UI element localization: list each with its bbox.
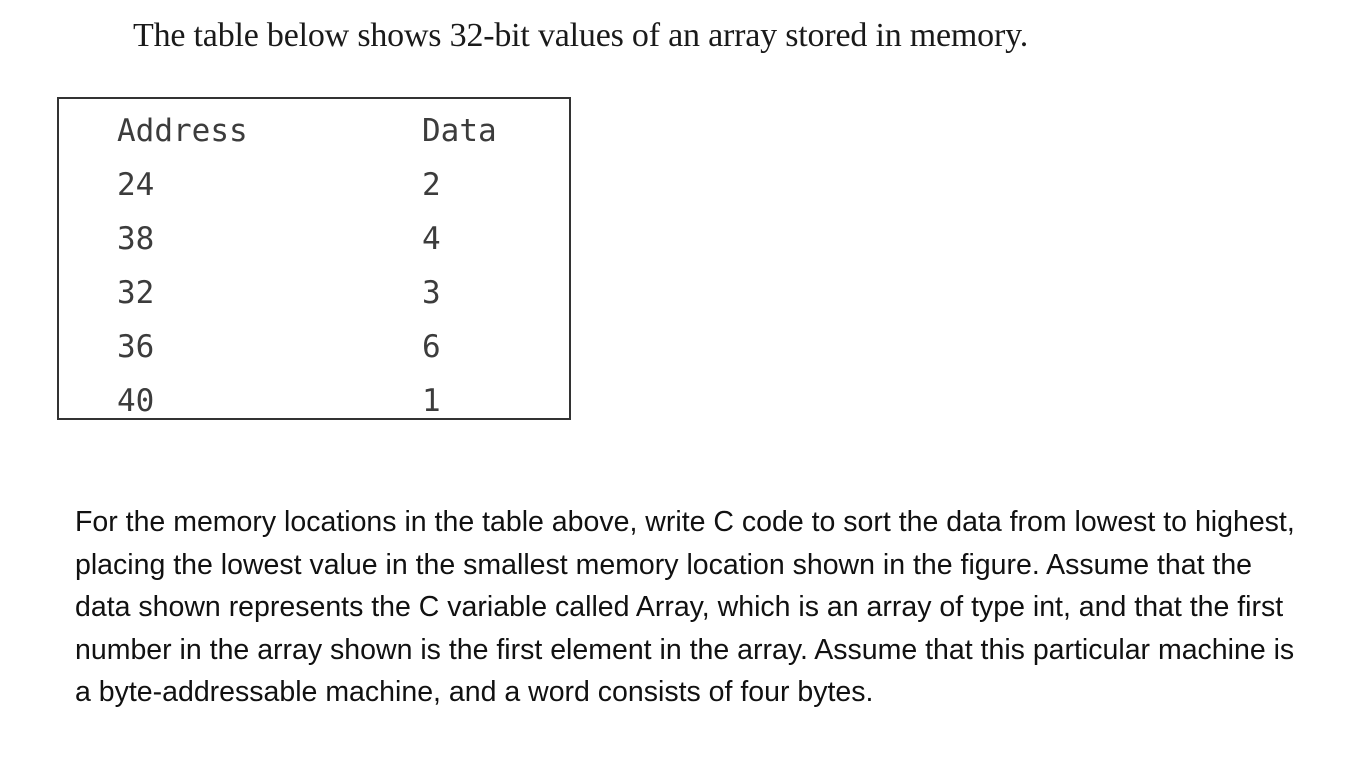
table-row bbox=[59, 267, 569, 321]
data-cell: 6 bbox=[422, 329, 441, 365]
data-cell: 4 bbox=[422, 221, 441, 257]
address-cell: 36 bbox=[117, 329, 155, 365]
data-cell: 3 bbox=[422, 275, 441, 311]
table-row bbox=[59, 321, 569, 375]
memory-table bbox=[57, 97, 571, 420]
table-row bbox=[59, 375, 569, 429]
address-cell: 24 bbox=[117, 167, 155, 203]
data-cell: 1 bbox=[422, 383, 441, 419]
address-column-header: Address bbox=[117, 113, 248, 149]
address-cell: 38 bbox=[117, 221, 155, 257]
question-paragraph: For the memory locations in the table above, write C code to sort the data from lowest to highest, placing the lowest value in the smallest memory location shown in the figure. Assume that the data shown represents the C variable called Array, which is an array of type int, and that the first number in the array shown is the first element in the array. Assume that this particular machine is a byte-addressable machine, and a word consists of four bytes. bbox=[75, 506, 1295, 708]
data-column-header: Data bbox=[422, 113, 497, 149]
address-cell: 32 bbox=[117, 275, 155, 311]
intro-sentence: The table below shows 32-bit values of an array stored in memory. bbox=[133, 17, 1028, 54]
table-row bbox=[59, 213, 569, 267]
table-row bbox=[59, 159, 569, 213]
data-cell: 2 bbox=[422, 167, 441, 203]
table-header-row bbox=[59, 105, 569, 159]
address-cell: 40 bbox=[117, 383, 155, 419]
